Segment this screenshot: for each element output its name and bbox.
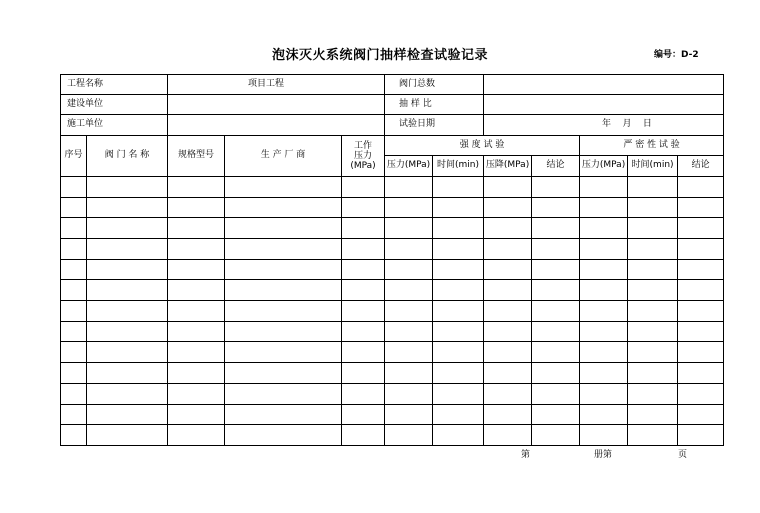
table-row [61,259,724,280]
table-cell[interactable] [385,301,433,322]
strength-drop-header: 压降(MPa) [484,155,532,176]
table-cell[interactable] [225,176,342,197]
table-cell[interactable] [87,404,168,425]
table-cell[interactable] [225,301,342,322]
table-cell[interactable] [580,363,628,384]
table-cell[interactable] [532,404,580,425]
table-cell[interactable] [484,363,532,384]
table-cell[interactable] [385,383,433,404]
table-cell[interactable] [87,176,168,197]
table-cell[interactable] [433,321,484,342]
table-row [61,176,724,197]
table-cell[interactable] [678,218,724,239]
construction-unit-label: 建设单位 [61,95,168,115]
strength-time-header: 时间(min) [433,155,484,176]
table-cell[interactable] [580,425,628,446]
table-cell[interactable] [225,197,342,218]
table-cell[interactable] [580,321,628,342]
table-cell[interactable] [532,383,580,404]
table-cell[interactable] [433,342,484,363]
table-cell[interactable] [61,301,87,322]
table-cell[interactable] [484,239,532,260]
table-cell[interactable] [532,321,580,342]
table-cell[interactable] [580,259,628,280]
table-cell[interactable] [433,197,484,218]
table-row [61,280,724,301]
table-cell[interactable] [628,259,678,280]
working-pressure-line2: 压力 [354,150,373,161]
table-cell[interactable] [168,301,225,322]
table-cell[interactable] [628,321,678,342]
table-cell[interactable] [168,404,225,425]
table-cell[interactable] [532,363,580,384]
table-row [61,342,724,363]
data-rows [61,176,724,445]
table-cell[interactable] [342,301,385,322]
table-cell[interactable] [484,259,532,280]
table-cell[interactable] [168,176,225,197]
test-date-label: 试验日期 [385,115,484,135]
sample-ratio-value [484,95,724,115]
table-cell[interactable] [532,425,580,446]
table-cell[interactable] [385,259,433,280]
sample-ratio-label: 抽 样 比 [385,95,484,115]
table-cell[interactable] [61,404,87,425]
tight-time-header: 时间(min) [628,155,678,176]
table-cell[interactable] [385,363,433,384]
table-cell[interactable] [628,425,678,446]
table-cell[interactable] [87,280,168,301]
table-cell[interactable] [61,259,87,280]
table-cell[interactable] [87,301,168,322]
table-cell[interactable] [433,301,484,322]
table-cell[interactable] [678,301,724,322]
spec-header: 规格型号 [168,135,225,176]
table-cell[interactable] [342,239,385,260]
table-cell[interactable] [225,363,342,384]
table-cell[interactable] [87,259,168,280]
manufacturer-header: 生 产 厂 商 [225,135,342,176]
table-cell[interactable] [225,239,342,260]
table-cell[interactable] [580,301,628,322]
table-cell[interactable] [484,321,532,342]
table-cell[interactable] [87,197,168,218]
table-cell[interactable] [385,218,433,239]
table-cell[interactable] [61,239,87,260]
table-cell[interactable] [628,363,678,384]
table-cell[interactable] [433,259,484,280]
table-cell[interactable] [532,239,580,260]
contractor-label: 施工单位 [61,115,168,135]
table-cell[interactable] [532,259,580,280]
table-cell[interactable] [87,218,168,239]
strength-pressure-header: 压力(MPa) [385,155,433,176]
tight-conclusion-header: 结论 [678,155,724,176]
table-cell[interactable] [61,176,87,197]
construction-unit-value [168,95,385,115]
table-cell[interactable] [342,404,385,425]
table-cell[interactable] [532,342,580,363]
table-cell[interactable] [225,259,342,280]
table-cell[interactable] [678,425,724,446]
working-pressure-line1: 工作 [354,140,373,151]
table-cell[interactable] [484,176,532,197]
seq-header: 序号 [61,135,87,176]
table-row [61,363,724,384]
valve-name-header: 阀 门 名 称 [87,135,168,176]
table-cell[interactable] [628,176,678,197]
table-cell[interactable] [433,218,484,239]
table-cell[interactable] [532,218,580,239]
table-cell[interactable] [342,425,385,446]
table-cell[interactable] [61,218,87,239]
table-cell[interactable] [433,383,484,404]
table-cell[interactable] [580,218,628,239]
table-cell[interactable] [433,363,484,384]
table-cell[interactable] [168,218,225,239]
table-cell[interactable] [61,425,87,446]
table-cell[interactable] [678,280,724,301]
table-row [61,197,724,218]
table-cell[interactable] [168,321,225,342]
contractor-row [61,115,724,135]
table-cell[interactable] [342,363,385,384]
table-cell[interactable] [532,176,580,197]
table-cell[interactable] [678,321,724,342]
table-cell[interactable] [678,239,724,260]
table-cell[interactable] [484,280,532,301]
table-cell[interactable] [61,383,87,404]
footer-no: 第 [521,450,531,460]
table-cell[interactable] [484,197,532,218]
strength-test-header: 强 度 试 验 [385,135,580,155]
table-cell[interactable] [433,239,484,260]
table-cell[interactable] [385,342,433,363]
table-cell[interactable] [61,197,87,218]
table-cell[interactable] [580,383,628,404]
footer-volume: 册第 [594,450,613,460]
table-cell[interactable] [342,197,385,218]
table-cell[interactable] [168,259,225,280]
table-row [61,239,724,260]
table-row [61,383,724,404]
table-row [61,404,724,425]
strength-conclusion-header: 结论 [532,155,580,176]
table-cell[interactable] [225,218,342,239]
table-cell[interactable] [342,342,385,363]
table-cell[interactable] [484,218,532,239]
contractor-value [168,115,385,135]
table-cell[interactable] [385,280,433,301]
project-row [61,75,724,95]
table-cell[interactable] [628,404,678,425]
test-date-value: 年 月 日 [484,115,724,135]
table-cell[interactable] [168,197,225,218]
table-cell[interactable] [678,176,724,197]
table-cell[interactable] [342,321,385,342]
table-cell[interactable] [87,239,168,260]
table-cell[interactable] [628,197,678,218]
table-cell[interactable] [580,239,628,260]
tightness-test-header: 严 密 性 试 验 [580,135,724,155]
table-cell[interactable] [168,239,225,260]
table-cell[interactable] [678,383,724,404]
table-row [61,425,724,446]
footer-page: 页 [678,450,688,460]
table-cell[interactable] [532,280,580,301]
table-cell[interactable] [61,280,87,301]
table-cell[interactable] [678,259,724,280]
table-cell[interactable] [385,321,433,342]
table-cell[interactable] [532,301,580,322]
table-row [61,218,724,239]
table-cell[interactable] [168,383,225,404]
valve-total-label: 阀门总数 [385,75,484,95]
table-cell[interactable] [385,197,433,218]
table-cell[interactable] [342,176,385,197]
table-cell[interactable] [628,280,678,301]
inspection-form-table [60,74,724,446]
construction-unit-row [61,95,724,115]
table-cell[interactable] [61,363,87,384]
table-cell[interactable] [628,218,678,239]
table-cell[interactable] [678,197,724,218]
valve-total-value [484,75,724,95]
table-cell[interactable] [484,383,532,404]
table-cell[interactable] [678,404,724,425]
table-cell[interactable] [225,383,342,404]
table-cell[interactable] [61,321,87,342]
table-cell[interactable] [168,280,225,301]
project-name-value: 项目工程 [168,75,385,95]
table-cell[interactable] [628,342,678,363]
table-cell[interactable] [580,280,628,301]
table-cell[interactable] [628,239,678,260]
table-cell[interactable] [580,176,628,197]
table-cell[interactable] [168,363,225,384]
table-cell[interactable] [342,280,385,301]
table-cell[interactable] [342,259,385,280]
table-cell[interactable] [87,321,168,342]
table-cell[interactable] [225,404,342,425]
project-name-label: 工程名称 [61,75,168,95]
table-cell[interactable] [484,301,532,322]
table-cell[interactable] [484,404,532,425]
table-cell[interactable] [484,342,532,363]
table-cell[interactable] [87,425,168,446]
table-cell[interactable] [385,404,433,425]
table-cell[interactable] [342,383,385,404]
table-cell[interactable] [433,280,484,301]
table-cell[interactable] [385,425,433,446]
table-cell[interactable] [342,218,385,239]
table-cell[interactable] [484,425,532,446]
page-title: 泡沫灭火系统阀门抽样检查试验记录 [271,48,488,63]
table-cell[interactable] [87,342,168,363]
tight-pressure-header: 压力(MPa) [580,155,628,176]
column-header-row-1 [61,135,724,155]
working-pressure-line3: (MPa) [350,160,376,171]
table-cell[interactable] [385,176,433,197]
table-cell[interactable] [678,363,724,384]
table-cell[interactable] [225,342,342,363]
table-cell[interactable] [168,342,225,363]
table-cell[interactable] [580,197,628,218]
table-cell[interactable] [225,425,342,446]
table-cell[interactable] [433,404,484,425]
table-cell[interactable] [87,383,168,404]
table-row [61,301,724,322]
table-cell[interactable] [225,280,342,301]
table-cell[interactable] [385,239,433,260]
table-cell[interactable] [580,342,628,363]
table-cell[interactable] [61,342,87,363]
table-cell[interactable] [433,425,484,446]
table-cell[interactable] [433,176,484,197]
table-cell[interactable] [678,342,724,363]
table-cell[interactable] [628,383,678,404]
table-cell[interactable] [628,301,678,322]
document-code: 编号：D-2 [654,50,699,60]
working-pressure-header [342,135,385,176]
table-cell[interactable] [580,404,628,425]
table-cell[interactable] [532,197,580,218]
table-cell[interactable] [168,425,225,446]
table-row [61,321,724,342]
table-cell[interactable] [225,321,342,342]
table-cell[interactable] [87,363,168,384]
